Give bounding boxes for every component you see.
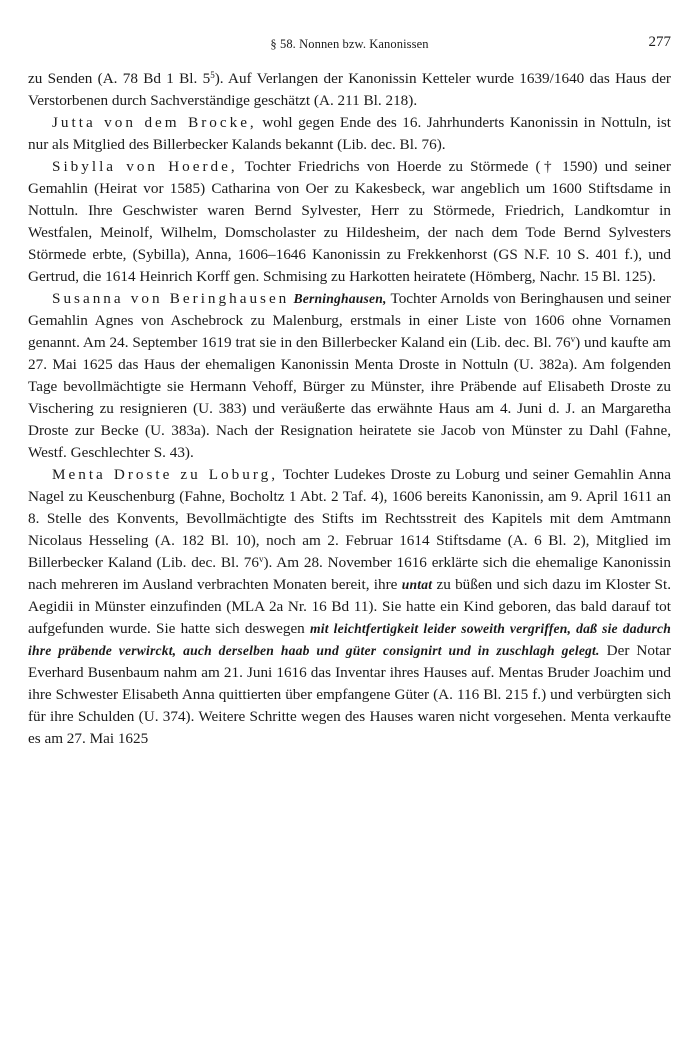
paragraph xyxy=(28,464,671,750)
superscript: v xyxy=(570,334,576,344)
superscript: v xyxy=(259,554,264,564)
source-quote: mit leichtfertigkeit leider soweith vergriffen, daß sie dadurch ihre präbende verwirckt, auch derselben haab und güter consignirt und in zuschlagh gelegt. xyxy=(28,621,671,658)
person-name: Sibylla von Hoerde, xyxy=(52,158,238,175)
text-run: zu Senden (A. 78 Bd 1 Bl. 5 xyxy=(28,70,211,87)
paragraph xyxy=(28,288,671,464)
text-run: zu büßen und sich dazu im Kloster St. Aegidii in Münster einzufinden (MLA 2a Nr. 16 Bd 11). Sie hatte ein Kind geboren, das bald darauf tot aufgefunden wurde. Sie hatte sich deswegen xyxy=(28,576,671,637)
section-title: § 58. Nonnen bzw. Kanonissen xyxy=(270,37,429,51)
text-run: wohl gegen Ende des 16. Jahrhunderts Kanonissin in Nottuln, ist nur als Mitglied des Billerbecker Kalands bekannt (Lib. dec. Bl. 76). xyxy=(28,114,671,153)
source-quote: Berninghausen, xyxy=(293,291,387,306)
paragraph xyxy=(28,68,671,112)
superscript: 5 xyxy=(210,70,215,80)
text-run: ). Auf Verlangen der Kanonissin Ketteler wurde 1639/1640 das Haus der Verstorbenen durch Sachverständige geschätzt (A. 211 Bl. 218). xyxy=(28,70,671,109)
person-name: Jutta von dem Brocke, xyxy=(52,114,257,131)
text-run: Tochter Friedrichs von Hoerde zu Störmede († 1590) und seiner Gemahlin (Heirat vor 1585) Catharina von Oer zu Kakesbeck, war angeblich um 1600 Stiftsdame in Nottuln. Ihre Geschwister waren Bernd Sylvester, Herr zu Störmede, Friedrich, Landkomtur in Westfalen, Meinolf, Wilhelm, Domscholaster zu Hildesheim, der nach dem Tode Bernd Sylvesters Störmede erbte, (Sybilla), Anna, 1606–1646 Kanonissin zu Frekkenhorst (GS N.F. 10 S. 401 f.), und Gertrud, die 1614 Heinrich Korff gen. Schmising zu Harkotten heiratete (Hömberg, Nachr. 15 Bl. 125). xyxy=(28,158,671,285)
body-text xyxy=(28,68,671,750)
text-run: ). Am 28. November 1616 erklärte sich die ehemalige Kanonissin nach mehreren im Ausland verbrachten Monaten bereit, ihre xyxy=(28,554,671,593)
text-run: Tochter Arnolds von Beringhausen und seiner Gemahlin Agnes von Aschebrock zu Malenburg, erstmals in einer Liste von 1606 ohne Vornamen genannt. Am 24. September 1619 trat sie in den Billerbecker Kaland ein (Lib. dec. Bl. 76 xyxy=(28,290,671,351)
paragraph xyxy=(28,112,671,156)
running-head xyxy=(28,34,671,56)
text-run: Der Notar Everhard Busenbaum nahm am 21. Juni 1616 das Inventar ihres Hauses auf. Mentas Bruder Joachim und ihre Schwester Elisabeth Anna quittierten über empfangene Güter (A. 116 Bl. 215 f.) und verbürgten sich für ihre Schulden (U. 374). Weitere Schritte wegen des Hauses waren nicht vorgesehen. Menta verkaufte es am 27. Mai 1625 xyxy=(28,642,671,747)
paragraph xyxy=(28,156,671,288)
source-quote: untat xyxy=(401,577,433,592)
text-run: ) und kaufte am 27. Mai 1625 das Haus der ehemaligen Kanonissin Menta Droste in Nottuln (U. 382a). Am folgenden Tage bevollmächtigte sie Hermann Vehoff, Bürger zu Münster, ihre Präbende auf Elisabeth Droste zu Vischering zu resignieren (U. 383) und veräußerte das erwähnte Haus am 4. Juni d. J. an Margaretha Droste zur Becke (U. 383a). Nach der Resignation heiratete sie Jacob von Münster zu Dahl (Fahne, Westf. Geschlechter S. 43). xyxy=(28,334,671,461)
book-page xyxy=(28,34,671,750)
page-number: 277 xyxy=(648,34,671,50)
person-name: Susanna von Beringhausen xyxy=(52,290,290,307)
person-name: Menta Droste zu Loburg, xyxy=(52,466,278,483)
text-run: Tochter Ludekes Droste zu Loburg und seiner Gemahlin Anna Nagel zu Keuschenburg (Fahne, Bocholtz 1 Abt. 2 Taf. 4), 1606 bereits Kanonissin, am 9. April 1611 an 8. Stelle des Konvents, Bevollmächtigte des Stifts im Rechtsstreit des Kapitels mit dem Amtmann Nicolaus Hesseling (A. 182 Bl. 10), noch am 2. Februar 1614 Stiftsdame (A. 6 Bl. 2), Mitglied im Billerbecker Kaland (Lib. dec. Bl. 76 xyxy=(28,466,672,571)
